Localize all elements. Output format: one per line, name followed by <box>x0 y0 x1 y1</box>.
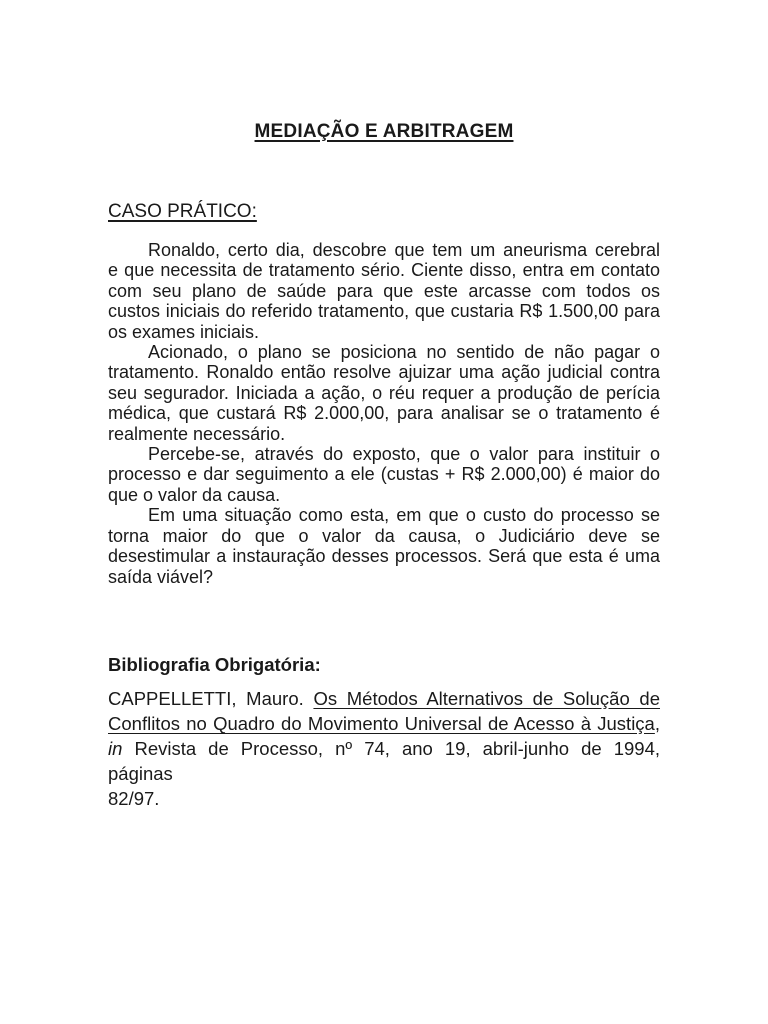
bibliography-text: CAPPELLETTI, Mauro. <box>108 688 314 709</box>
text-line: custos iniciais do referido tratamento, que custaria R$ 1.500,00 para <box>108 301 660 322</box>
bibliography-in-italic: in <box>108 738 123 759</box>
text-line: tratamento. Ronaldo então resolve ajuizar uma ação judicial contra <box>108 362 660 383</box>
text-line: os exames iniciais. <box>108 321 260 342</box>
text-line: saída viável? <box>108 566 214 587</box>
bibliography-text: Revista de Processo, nº 74, ano 19, abril-junho de 1994, páginas <box>108 738 660 784</box>
bibliography-entry <box>108 686 660 811</box>
text-line: Ronaldo, certo dia, descobre que tem um aneurisma cerebral <box>148 240 660 260</box>
text-line: processo e dar seguimento a ele (custas + R$ 2.000,00) é maior do <box>108 464 660 485</box>
bibliography-line <box>108 736 660 786</box>
text-line: e que necessita de tratamento sério. Ciente disso, entra em contato <box>108 260 660 281</box>
bibliography-work-title: Os Métodos Alternativos de Solução de <box>313 688 660 709</box>
bibliography-line <box>108 711 660 736</box>
bibliography-work-title: Conflitos no Quadro do Movimento Universal de Acesso à Justiça <box>108 713 655 734</box>
text-line: realmente necessário. <box>108 423 286 444</box>
bibliography-text: 82/97. <box>108 788 160 809</box>
bibliography-heading: Bibliografia Obrigatória: <box>108 654 321 675</box>
text-line: médica, que custará R$ 2.000,00, para analisar se o tratamento é <box>108 403 660 424</box>
bibliography-line <box>108 786 660 811</box>
case-text <box>108 240 660 587</box>
text-line: com seu plano de saúde para que este arcasse com todos os <box>108 280 660 301</box>
text-line: desestimular a instauração desses processos. Será que esta é uma <box>108 546 660 567</box>
text-line: torna maior do que o valor da causa, o Judiciário deve se <box>108 525 660 546</box>
text-line: Percebe-se, através do exposto, que o valor para instituir o <box>148 444 660 465</box>
text-line: que o valor da causa. <box>108 484 281 505</box>
bibliography-line <box>108 686 660 711</box>
bibliography-text: , <box>654 713 660 734</box>
text-line: seu segurador. Iniciada a ação, o réu requer a produção de perícia <box>108 382 660 403</box>
document-title: MEDIAÇÃO E ARBITRAGEM <box>254 121 514 142</box>
text-line: Acionado, o plano se posiciona no sentido de não pagar o <box>148 342 660 363</box>
text-line: Em uma situação como esta, em que o custo do processo se <box>148 505 660 526</box>
section-heading-caso-pratico: CASO PRÁTICO: <box>108 201 257 222</box>
